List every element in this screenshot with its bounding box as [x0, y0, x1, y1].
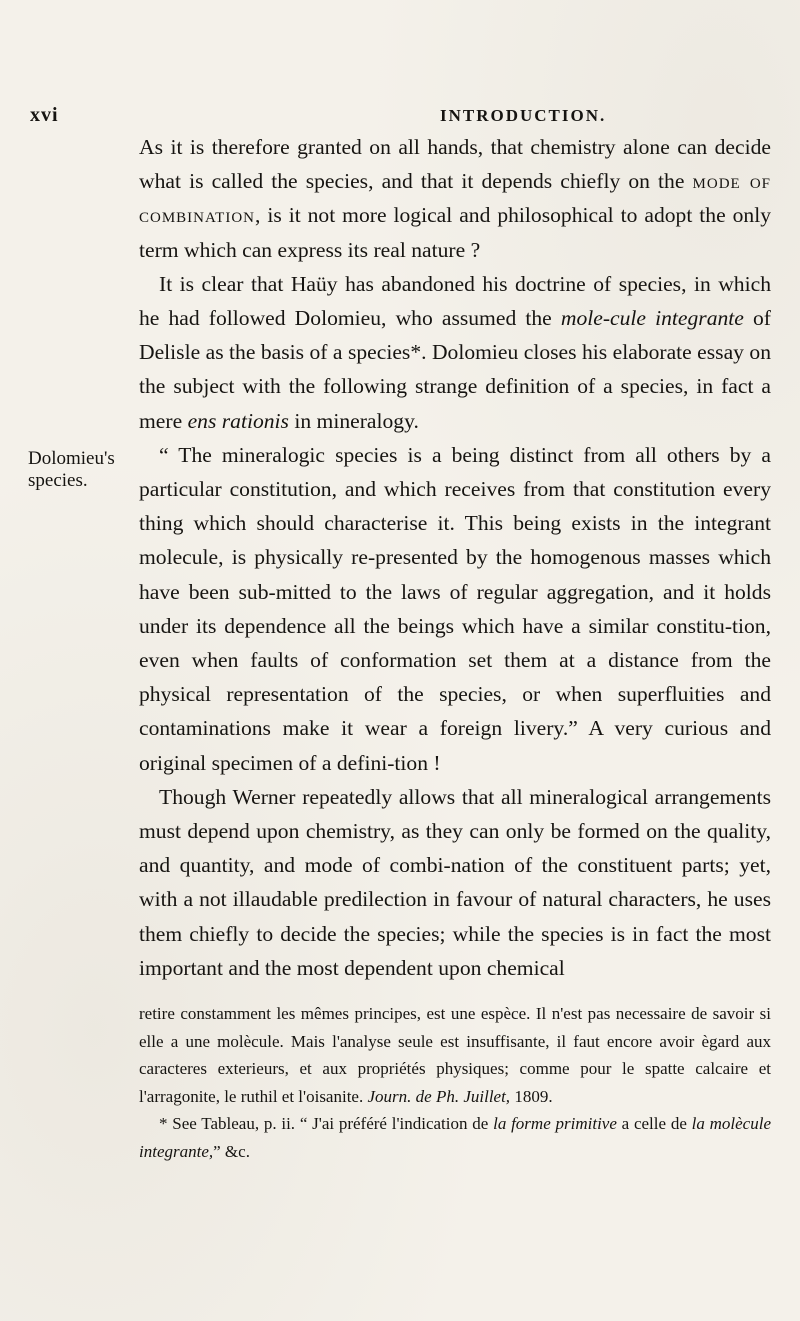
- footnote-continuation: [139, 1000, 771, 1110]
- paragraph-1: [139, 130, 771, 267]
- text-run: It is clear that Haüy has abandoned his doctrine of species, in which he had followed Dolomieu, who assumed the: [139, 271, 771, 331]
- footnote-asterisk: [139, 1110, 771, 1165]
- text-run: in mineralogy.: [288, 408, 419, 433]
- text-run: ” &c.: [213, 1141, 250, 1161]
- body-text: [139, 130, 771, 985]
- italic-term: la forme primitive: [493, 1114, 617, 1133]
- text-run: retire constamment les mêmes principes, est une espèce. Il n'est pas necessaire de savoir si elle a une molècule. Mais l'analyse seule est insuffisante, il faut encore avoir ègard aux caracteres exterieurs, et aux propriétés physiques; comme pour le spatte calcaire et l'arragonite, le ruthil et l'oisanite.: [139, 1004, 771, 1106]
- text-run: , is it not more logical and philosophical to adopt the only term which can express its real nature ?: [139, 203, 771, 262]
- italic-term: la molècule integrante,: [139, 1114, 771, 1161]
- text-run: 1809.: [510, 1086, 553, 1106]
- running-head: INTRODUCTION.: [440, 106, 607, 125]
- italic-term: ens rationis: [187, 408, 289, 433]
- margin-note-line: species.: [28, 470, 88, 491]
- page-number: xvi: [30, 104, 59, 126]
- paragraph-3-quotation: “ The mineralogic species is a being distinct from all others by a particular constitution, and which receives from that constitution every thing which should characterise it. This being exists in the integrant molecule, is physically re-presented by the homogenous masses which have been sub-mitted to the laws of regular aggregation, and it holds under its dependence all the beings which have a similar constitu-tion, even when faults of conformation set them at a distance from the physical representation of the species, or when superfluities and contaminations make it wear a foreign livery.” A very curious and original specimen of a defini-tion !: [139, 442, 771, 775]
- text-run: * See Tableau, p. ii. “ J'ai préféré l'indication de: [159, 1114, 494, 1133]
- paragraph-2: [139, 267, 771, 438]
- text-run: a celle de: [616, 1114, 692, 1133]
- italic-term: mole-cule integrante: [560, 306, 744, 331]
- footnotes: [139, 1000, 771, 1165]
- text-run: of Delisle as the basis of a species*. Dolomieu closes his elaborate essay on the subject with the following strange definition of a species, in fact a mere: [139, 306, 771, 433]
- margin-note-line: Dolomieu's: [28, 448, 115, 469]
- italic-citation: Journ. de Ph. Juillet,: [367, 1086, 511, 1106]
- margin-note: [28, 448, 128, 492]
- paragraph-4: Though Werner repeatedly allows that all mineralogical arrangements must depend upon chemistry, as they can only be formed on the quality, and quantity, and mode of combi-nation of the constituent parts; yet, with a not illaudable predilection in favour of natural characters, he uses them chiefly to decide the species; while the species is in fact the most important and the most dependent upon chemical: [139, 784, 771, 980]
- text-run: As it is therefore granted on all hands, that chemistry alone can decide what is called the species, and that it depends chiefly on the: [139, 135, 771, 194]
- small-caps-term: mode of combination: [139, 169, 771, 228]
